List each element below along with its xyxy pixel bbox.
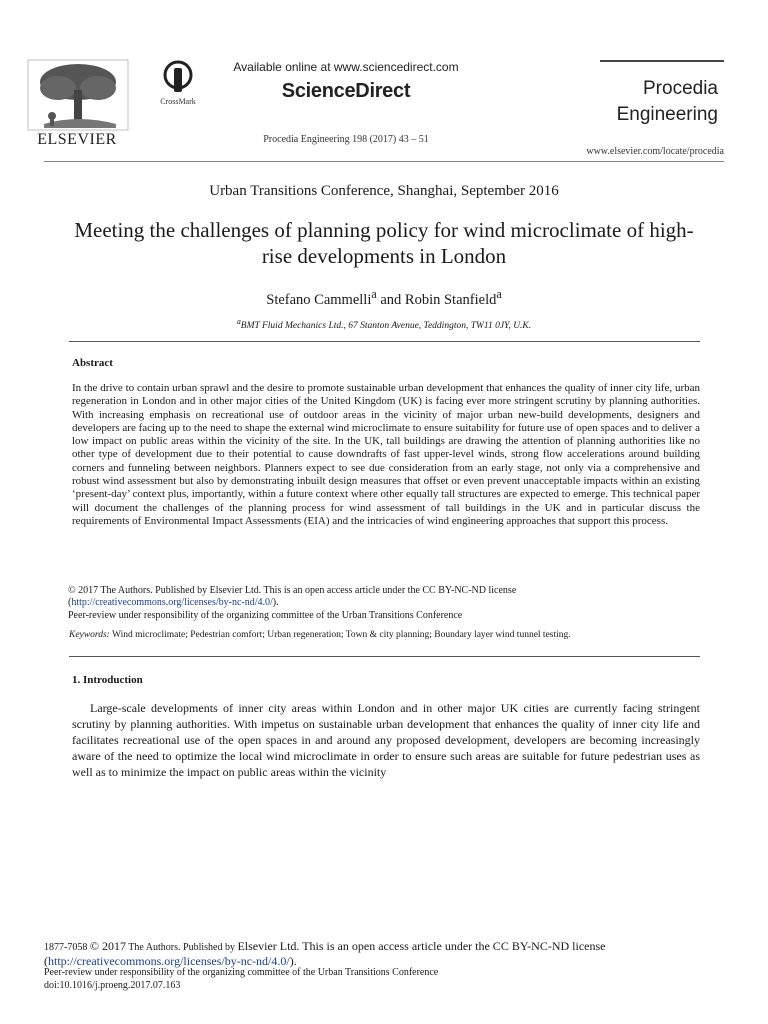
keywords-bottom-divider: [69, 656, 700, 657]
abstract-text: In the drive to contain urban sprawl and the desire to promote sustainable urban development that enhances the quality of inner city life, urban regeneration in London and in other major cities of the United Kingdom (UK) is facing ever more stringent scrutiny by planning authorities. With increasing emphasis on recreational use of outdoor areas in the vicinity of major urban new-build developments, designers and developers are facing up to the need to shape the external wind microclimate to ensure suitability for future use of open spaces and to deliver a low impact on public areas within the vicinity of the site. In the UK, tall buildings are drawing the attention of planning authorities like no other type of development due to their potential to cause downdrafts of fast upper-level winds, strong flow accelerations around building corners and funneling between neighbors. Planners expect to see due consideration from an early stage, not only via a comprehensive and robust wind assessment but also by demonstrating inbuilt design measures that offset or even prevent unacceptable impacts within an existing ‘present-day’ context plus, importantly, within a future context where other equally tall structures are expected to emerge. This technical paper will document the challenges of the planning process for wind assessment of tall buildings in the UK and in particular discuss the requirements of Environmental Impact Assessments (EIA) and the intricacies of wind engineering approaches that support this process.: [72, 382, 700, 527]
abstract-top-divider: [69, 341, 700, 342]
page-footer: [44, 940, 724, 992]
journal-name: [600, 76, 718, 128]
keywords-text: Wind microclimate; Pedestrian comfort; Urban regeneration; Town & city planning; Boundary layer wind tunnel testing.: [109, 630, 571, 640]
author-name: Stefano Cammelli: [266, 291, 372, 308]
affiliation-superscript: a: [236, 317, 241, 326]
crossmark-label: CrossMark: [160, 97, 196, 106]
conference-name: Urban Transitions Conference, Shanghai, September 2016: [209, 183, 559, 199]
header-divider: [44, 161, 724, 162]
author-conjunction: and: [376, 291, 405, 308]
sciencedirect-logo[interactable]: ScienceDirect: [281, 80, 411, 102]
footer-doi[interactable]: doi:10.1016/j.proeng.2017.07.163: [44, 979, 181, 991]
journal-citation: Procedia Engineering 198 (2017) 43 – 51: [263, 134, 429, 145]
keywords: [69, 630, 701, 640]
footer-peer-review: Peer-review under responsibility of the organizing committee of the Urban Transitions Conference: [44, 967, 439, 979]
available-online-text: Available online at www.sciencedirect.com: [233, 60, 459, 74]
journal-name-line1: Procedia: [643, 78, 718, 99]
license-link[interactable]: http://creativecommons.org/licenses/by-nc-nd/4.0/: [71, 597, 273, 609]
paper-title: Meeting the challenges of planning policy for wind microclimate of high-rise developments in London: [74, 218, 694, 268]
license-notice: [68, 585, 700, 622]
license-line: © 2017 The Authors. Published by Elsevier Ltd. This is an open access article under the CC BY-NC-ND license: [68, 585, 517, 596]
introduction-text: Large-scale developments of inner city areas within London and in other major UK cities are currently facing stringent scrutiny by planning authorities. With impetus on sustainable urban development that enhances the quality of inner city life and facilitates recreational use of the open spaces in and around any proposed development, developers are becoming increasingly aware of the need to optimize the local wind microclimate in order to ensure such areas are suitable for future pedestrian uses as well as to minimize the impact on public areas within the vicinity: [72, 701, 700, 779]
footer-license-line: 1877-7058 © 2017 The Authors. Published by Elsevier Ltd. This is an open access article under the CC BY-NC-ND license: [44, 939, 606, 953]
affiliation: [44, 317, 724, 331]
license-link-line: (http://creativecommons.org/licenses/by-nc-nd/4.0/).: [68, 597, 279, 609]
author-superscript: a: [496, 287, 502, 301]
journal-box-rule: [600, 60, 724, 62]
footer-license-link[interactable]: http://creativecommons.org/licenses/by-nc-nd/4.0/: [48, 953, 290, 968]
introduction-heading: 1. Introduction: [72, 674, 143, 686]
author-name: Robin Stanfield: [404, 291, 497, 308]
publisher-name: ELSEVIER: [37, 131, 117, 148]
footer-link-line: (http://creativecommons.org/licenses/by-nc-nd/4.0/).: [44, 953, 297, 968]
abstract-heading: Abstract: [72, 357, 113, 369]
author-list: [44, 287, 724, 309]
affiliation-text: BMT Fluid Mechanics Ltd., 67 Stanton Avenue, Teddington, TW11 0JY, U.K.: [240, 321, 532, 332]
keywords-label: Keywords:: [69, 630, 110, 640]
journal-name-line2: Engineering: [616, 104, 718, 125]
peer-review-line: Peer-review under responsibility of the organizing committee of the Urban Transitions Conference: [68, 609, 463, 621]
journal-url-link[interactable]: www.elsevier.com/locate/procedia: [586, 146, 724, 157]
author-superscript: a: [371, 287, 377, 301]
